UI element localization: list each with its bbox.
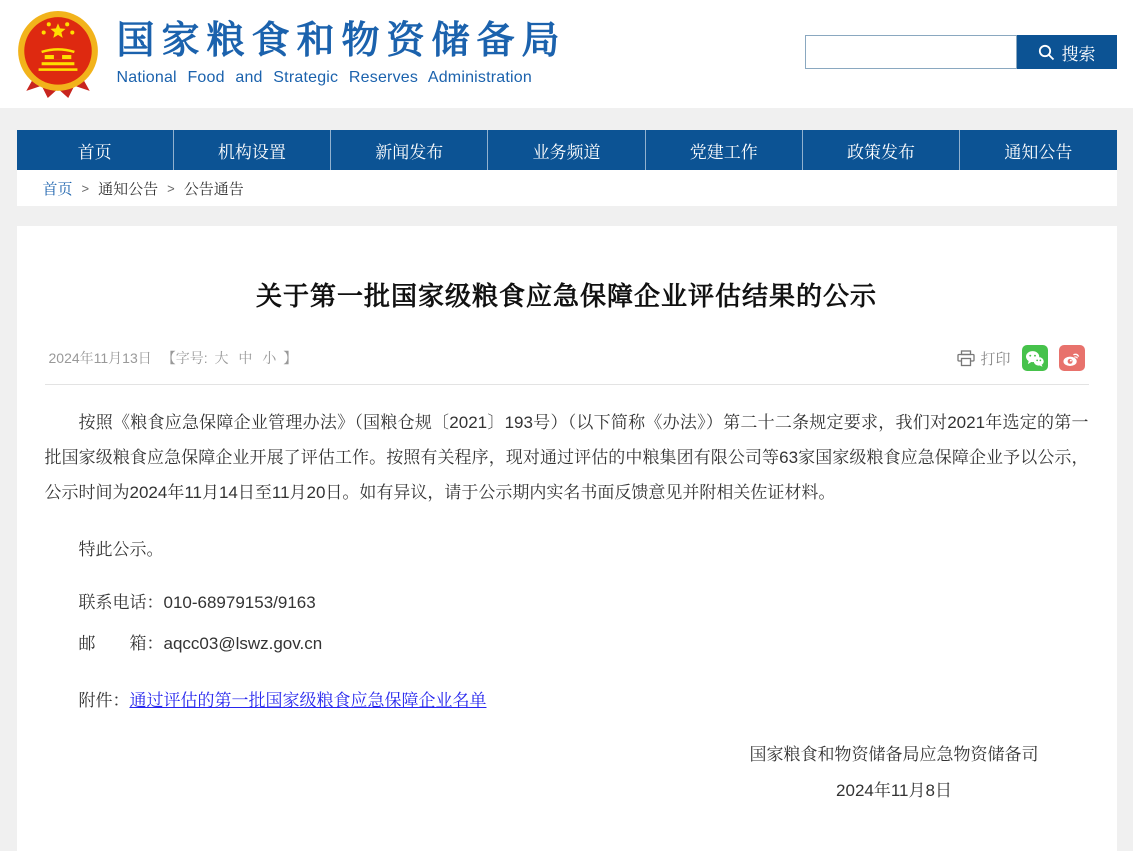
font-size-label-close: 】 [283, 350, 298, 366]
attachment-line [45, 686, 1089, 711]
site-brand [17, 9, 567, 99]
weibo-share-button[interactable] [1059, 345, 1085, 371]
search-button[interactable] [1017, 35, 1117, 69]
article-container [17, 226, 1117, 851]
brand-text [117, 21, 567, 88]
search-icon [1038, 44, 1055, 61]
print-label: 打印 [980, 350, 1011, 368]
font-size-large[interactable]: 大 [214, 350, 229, 366]
nav-item-home[interactable]: 首页 [17, 130, 174, 170]
signature-department: 国家粮食和物资储备局应急物资储备司 [749, 745, 1039, 764]
site-header [0, 0, 1133, 108]
breadcrumb [17, 170, 1117, 206]
nav-item-party-building[interactable]: 党建工作 [646, 130, 803, 170]
main-nav [17, 130, 1117, 170]
attachment-label: 附件： [78, 691, 130, 710]
breadcrumb-separator: > [167, 180, 175, 196]
contact-email-value: aqcc03@lswz.gov.cn [163, 634, 323, 653]
article-meta-row [45, 345, 1089, 384]
search-button-label: 搜索 [1061, 44, 1096, 64]
contact-email-label: 邮 箱： [78, 634, 164, 653]
attachment-link[interactable]: 通过评估的第一批国家级粮食应急保障企业名单 [129, 691, 487, 710]
article-paragraph-main: 按照《粮食应急保障企业管理办法》（国粮仓规〔2021〕193号）（以下简称《办法》）第二十二条规定要求，我们对2021年选定的第一批国家级粮食应急保障企业开展了评估工作。按照有关程序，现对通过评估的中粮集团有限公司等63家国家级粮食应急保障企业予以公示，公示时间为2024年11月14日至11月20日。如有异议，请于公示期内实名书面反馈意见并附相关佐证材料。 [44, 413, 1089, 502]
breadcrumb-current: 公告通告 [183, 180, 244, 198]
search-input[interactable] [805, 35, 1017, 69]
weibo-icon [1062, 350, 1081, 367]
font-size-control [162, 348, 297, 368]
contact-phone-value: 010-68979153/9163 [163, 593, 316, 612]
print-button[interactable] [957, 348, 1010, 369]
nav-item-notices[interactable]: 通知公告 [1004, 142, 1073, 162]
printer-icon [957, 350, 975, 367]
publish-date: 2024年11月13日 [48, 350, 152, 366]
signature-block [45, 737, 1089, 809]
contact-phone-label: 联系电话： [78, 593, 164, 612]
wechat-share-button[interactable] [1022, 345, 1048, 371]
article-actions [957, 345, 1084, 371]
meta-divider [45, 384, 1089, 385]
breadcrumb-home-link[interactable]: 首页 [42, 180, 73, 198]
wechat-icon [1025, 350, 1044, 367]
site-title-en: National Food and Strategic Reserves Administration [116, 69, 533, 87]
signature-date: 2024年11月8日 [836, 781, 952, 800]
article-title: 关于第一批国家级粮食应急保障企业评估结果的公示 [255, 281, 877, 311]
font-size-small[interactable]: 小 [262, 350, 277, 366]
national-emblem-logo [17, 9, 99, 99]
article-meta [49, 348, 298, 368]
font-size-medium[interactable]: 中 [238, 350, 253, 366]
nav-item-organization[interactable]: 机构设置 [174, 130, 331, 170]
breadcrumb-notices-link[interactable]: 通知公告 [98, 180, 159, 198]
breadcrumb-separator: > [81, 180, 90, 196]
font-size-label-open: 【字号: [161, 350, 208, 366]
nav-item-news[interactable]: 新闻发布 [331, 130, 488, 170]
article-paragraph-closing: 特此公示。 [78, 540, 164, 559]
nav-item-business[interactable]: 业务频道 [488, 130, 645, 170]
site-title-cn: 国家粮食和物资储备局 [116, 19, 567, 62]
contact-email-line [45, 628, 1089, 659]
contact-phone-line [45, 587, 1089, 618]
search-bar [805, 35, 1117, 69]
nav-item-policy[interactable]: 政策发布 [803, 130, 960, 170]
